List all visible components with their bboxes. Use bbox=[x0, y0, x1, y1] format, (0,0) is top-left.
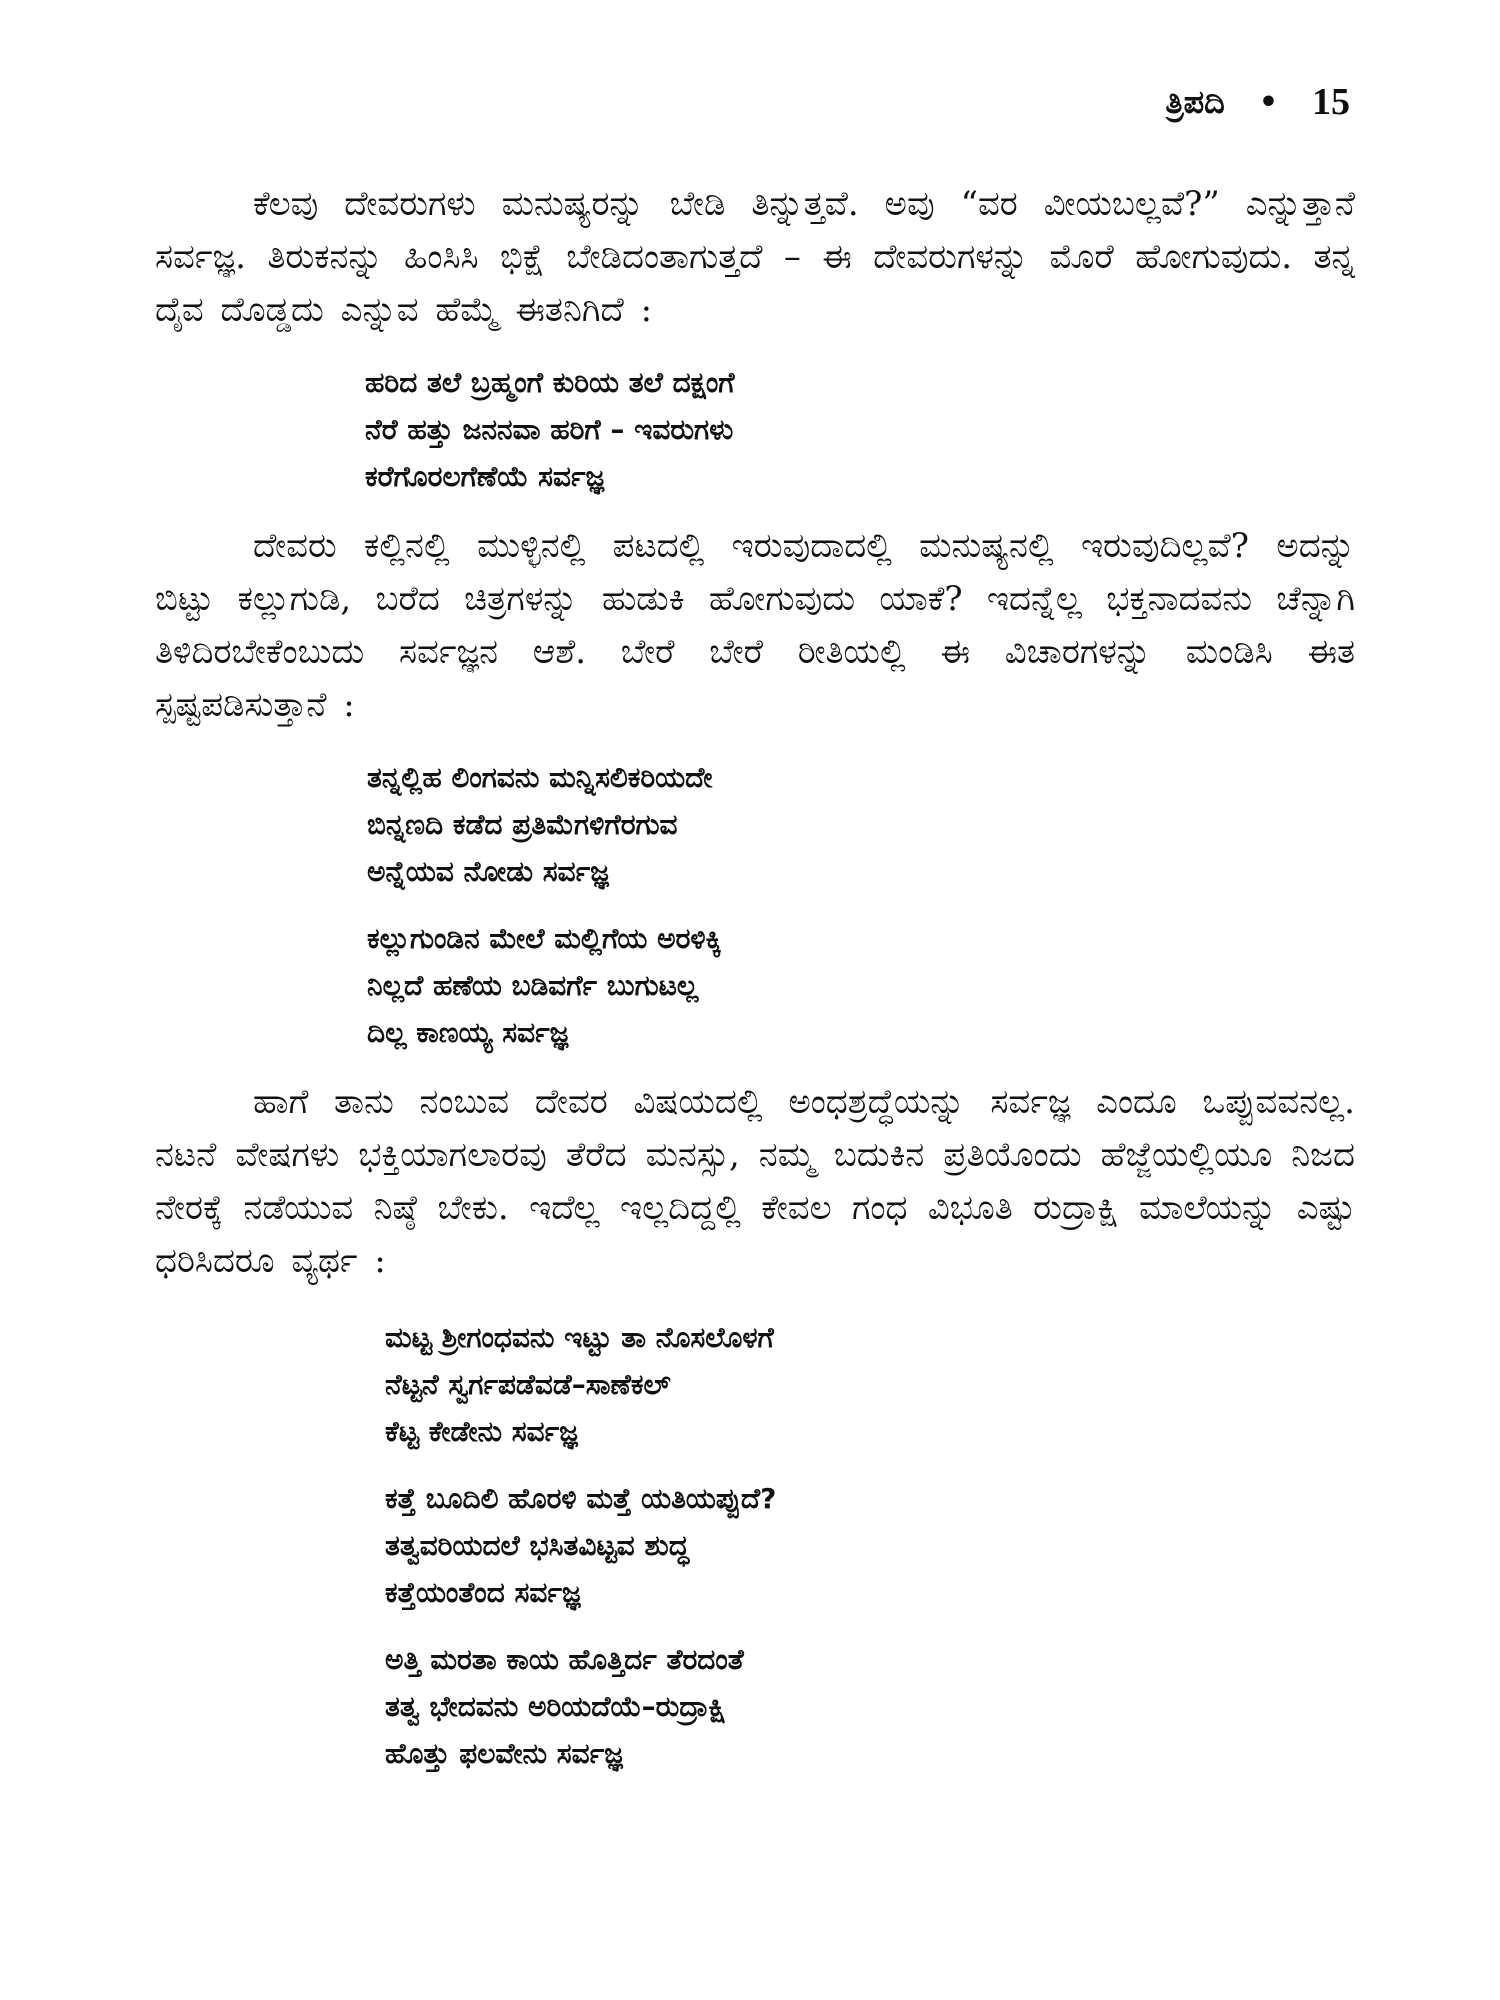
verse-line: ಕತ್ತೆಯಂತೆಂದ ಸರ್ವಜ್ಞ bbox=[385, 1576, 581, 1609]
verse-line: ಬಿನ್ನಣದಿ ಕಡೆದ ಪ್ರತಿಮೆಗಳಿಗೆರಗುವ bbox=[367, 808, 678, 841]
page-number: 15 bbox=[1312, 81, 1350, 123]
verse-2 bbox=[155, 754, 1355, 895]
verse-line: ಕೆಟ್ಟ ಕೇಡೇನು ಸರ್ವಜ್ಞ bbox=[385, 1415, 578, 1448]
verse-line: ತನ್ನಲ್ಲಿಹ ಲಿಂಗವನು ಮನ್ನಿಸಲಿಕರಿಯದೇ bbox=[367, 761, 713, 794]
verse-group-1 bbox=[155, 359, 1355, 500]
verse-line: ನೆಟ್ಟನೆ ಸ್ವರ್ಗಪಡೆವಡೆ–ಸಾಣೆಕಲ್ bbox=[385, 1368, 671, 1401]
header-bullet: • bbox=[1258, 84, 1278, 120]
verse-line: ಅತ್ತಿ ಮರತಾ ಕಾಯ ಹೊತ್ತಿರ್ದ ತೆರದಂತೆ bbox=[385, 1643, 744, 1676]
verse-group-3 bbox=[155, 1314, 1355, 1777]
verse-5 bbox=[155, 1475, 1355, 1616]
verse-line: ಕಲ್ಲುಗುಂಡಿನ ಮೇಲೆ ಮಲ್ಲಿಗೆಯ ಅರಳಿಕ್ಕಿ bbox=[367, 922, 722, 955]
verse-line: ಕತ್ತೆ ಬೂದಿಲಿ ಹೊರಳಿ ಮತ್ತೆ ಯತಿಯಪ್ಪುದೆ? bbox=[385, 1482, 777, 1515]
verse-4 bbox=[155, 1314, 1355, 1455]
verse-line: ದಿಲ್ಲ ಕಾಣಯ್ಯ ಸರ್ವಜ್ಞ bbox=[367, 1016, 569, 1049]
chapter-title: ತ್ರಿಪದಿ bbox=[1165, 82, 1225, 121]
verse-group-2 bbox=[155, 754, 1355, 1056]
verse-line: ಕರೆಗೊರಲಗೆಣೆಯೆ ಸರ್ವಜ್ಞ bbox=[365, 460, 605, 493]
paragraph-2: ದೇವರು ಕಲ್ಲಿನಲ್ಲಿ ಮುಳ್ಳಿನಲ್ಲಿ ಪಟದಲ್ಲಿ ಇರುವುದಾದಲ್ಲಿ ಮನುಷ್ಯನಲ್ಲಿ ಇರುವುದಿಲ್ಲವೆ? ಅದನ್ನು ಬಿಟ್ಟು ಕಲ್ಲುಗುಡಿ, ಬರೆದ ಚಿತ್ರಗಳನ್ನು ಹುಡುಕಿ ಹೋಗುವುದು ಯಾಕೆ? ಇದನ್ನೆಲ್ಲ ಭಕ್ತನಾದವನು ಚೆನ್ನಾಗಿ ತಿಳಿದಿರಬೇಕೆಂಬುದು ಸರ್ವಜ್ಞನ ಆಶೆ. ಬೇರೆ ಬೇರೆ ರೀತಿಯಲ್ಲಿ ಈ ವಿಚಾರಗಳನ್ನು ಮಂಡಿಸಿ ಈತ ಸ್ಪಷ್ಟಪಡಿಸುತ್ತಾನೆ : bbox=[155, 526, 1355, 725]
verse-3 bbox=[155, 915, 1355, 1056]
running-header bbox=[1165, 80, 1350, 124]
verse-line: ಹೊತ್ತು ಫಲವೇನು ಸರ್ವಜ್ಞ bbox=[385, 1737, 623, 1770]
verse-line: ತತ್ವ ಭೇದವನು ಅರಿಯದೆಯೆ–ರುದ್ರಾಕ್ಷಿ bbox=[385, 1690, 726, 1723]
body-text bbox=[155, 178, 1355, 1797]
paragraph-3: ಹಾಗೆ ತಾನು ನಂಬುವ ದೇವರ ವಿಷಯದಲ್ಲಿ ಅಂಧಶ್ರದ್ಧೆಯನ್ನು ಸರ್ವಜ್ಞ ಎಂದೂ ಒಪ್ಪುವವನಲ್ಲ. ನಟನೆ ವೇಷಗಳು ಭಕ್ತಿಯಾಗಲಾರವು ತೆರೆದ ಮನಸ್ಸು, ನಮ್ಮ ಬದುಕಿನ ಪ್ರತಿಯೊಂದು ಹೆಜ್ಜೆಯಲ್ಲಿಯೂ ನಿಜದ ನೇರಕ್ಕೆ ನಡೆಯುವ ನಿಷ್ಠೆ ಬೇಕು. ಇದೆಲ್ಲ ಇಲ್ಲದಿದ್ದಲ್ಲಿ ಕೇವಲ ಗಂಧ ವಿಭೂತಿ ರುದ್ರಾಕ್ಷಿ ಮಾಲೆಯನ್ನು ಎಷ್ಟು ಧರಿಸಿದರೂ ವ್ಯರ್ಥ : bbox=[155, 1082, 1355, 1281]
verse-line: ನೆರೆ ಹತ್ತು ಜನನವಾ ಹರಿಗೆ – ಇವರುಗಳು bbox=[365, 413, 734, 446]
verse-line: ತತ್ವವರಿಯದಲೆ ಭಸಿತವಿಟ್ಟವ ಶುದ್ಧ bbox=[385, 1529, 690, 1562]
verse-6 bbox=[155, 1636, 1355, 1777]
verse-1 bbox=[155, 359, 1355, 500]
verse-line: ನಿಲ್ಲದೆ ಹಣೆಯ ಬಡಿವರ್ಗೆ ಬುಗುಟಲ್ಲ bbox=[367, 969, 699, 1002]
verse-line: ಹರಿದ ತಲೆ ಬ್ರಹ್ಮಂಗೆ ಕುರಿಯ ತಲೆ ದಕ್ಷಂಗೆ bbox=[365, 366, 735, 399]
verse-line: ಅನ್ನೆಯವ ನೋಡು ಸರ್ವಜ್ಞ bbox=[367, 855, 609, 888]
verse-line: ಮಟ್ಟ ಶ್ರೀಗಂಧವನು ಇಟ್ಟು ತಾ ನೊಸಲೊಳಗೆ bbox=[385, 1321, 774, 1354]
paragraph-1: ಕೆಲವು ದೇವರುಗಳು ಮನುಷ್ಯರನ್ನು ಬೇಡಿ ತಿನ್ನುತ್ತವೆ. ಅವು “ವರ ವೀಯಬಲ್ಲವೆ?” ಎನ್ನುತ್ತಾನೆ ಸರ್ವಜ್ಞ. ತಿರುಕನನ್ನು ಹಿಂಸಿಸಿ ಭಿಕ್ಷೆ ಬೇಡಿದಂತಾಗುತ್ತದೆ – ಈ ದೇವರುಗಳನ್ನು ಮೊರೆ ಹೋಗುವುದು. ತನ್ನ ದೈವ ದೊಡ್ಡದು ಎನ್ನುವ ಹೆಮ್ಮೆ ಈತನಿಗಿದೆ : bbox=[155, 184, 1355, 330]
